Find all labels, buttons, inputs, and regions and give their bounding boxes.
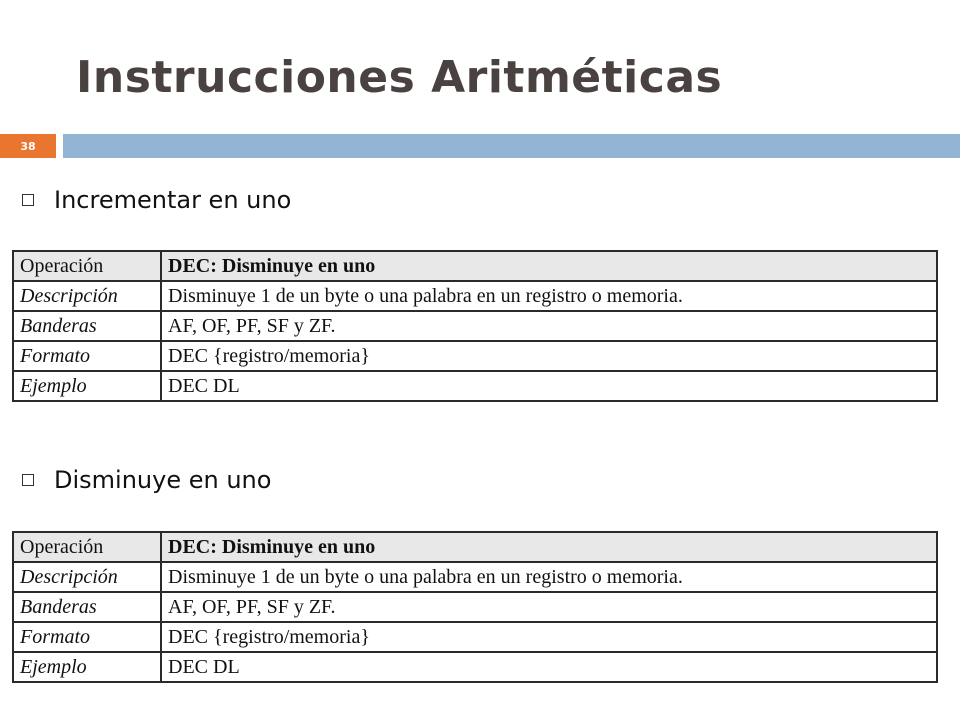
table-row — [13, 341, 937, 371]
table-row — [13, 592, 937, 622]
table-label-cell: Formato — [13, 341, 161, 371]
instruction-table-2 — [12, 531, 938, 683]
table-row — [13, 281, 937, 311]
table-value-cell: Disminuye 1 de un byte o una palabra en un registro o memoria. — [161, 281, 937, 311]
table-row — [13, 371, 937, 401]
table-row — [13, 622, 937, 652]
table-row — [13, 562, 937, 592]
table-value-cell: Disminuye 1 de un byte o una palabra en un registro o memoria. — [161, 562, 937, 592]
table-label-cell: Operación — [13, 532, 161, 562]
table-value-cell: AF, OF, PF, SF y ZF. — [161, 592, 937, 622]
square-bullet-icon — [22, 194, 34, 206]
title-divider-bar — [63, 134, 960, 158]
table-value-cell: DEC DL — [161, 652, 937, 682]
bullet-item-incrementar — [22, 186, 291, 214]
table-label-cell: Banderas — [13, 592, 161, 622]
table-label-cell: Banderas — [13, 311, 161, 341]
table-row — [13, 652, 937, 682]
table-value-cell: DEC {registro/memoria} — [161, 622, 937, 652]
table-label-cell: Descripción — [13, 562, 161, 592]
table-label-cell: Formato — [13, 622, 161, 652]
table-value-cell: DEC: Disminuye en uno — [161, 532, 937, 562]
bullet-text: Incrementar en uno — [54, 186, 292, 214]
table-label-cell: Ejemplo — [13, 652, 161, 682]
square-bullet-icon — [22, 474, 34, 486]
table-value-cell: DEC {registro/memoria} — [161, 341, 937, 371]
table-value-cell: DEC: Disminuye en uno — [161, 251, 937, 281]
page-number-badge — [0, 134, 56, 158]
table-label-cell: Descripción — [13, 281, 161, 311]
slide-title: Instrucciones Aritméticas — [76, 52, 723, 103]
bullet-item-disminuye — [22, 466, 271, 494]
page-number: 38 — [20, 139, 36, 153]
table-header-row — [13, 532, 937, 562]
table-value-cell: AF, OF, PF, SF y ZF. — [161, 311, 937, 341]
instruction-table-1 — [12, 250, 938, 402]
table-header-row — [13, 251, 937, 281]
bullet-text: Disminuye en uno — [54, 466, 272, 494]
table-value-cell: DEC DL — [161, 371, 937, 401]
table-row — [13, 311, 937, 341]
table-label-cell: Operación — [13, 251, 161, 281]
table-label-cell: Ejemplo — [13, 371, 161, 401]
